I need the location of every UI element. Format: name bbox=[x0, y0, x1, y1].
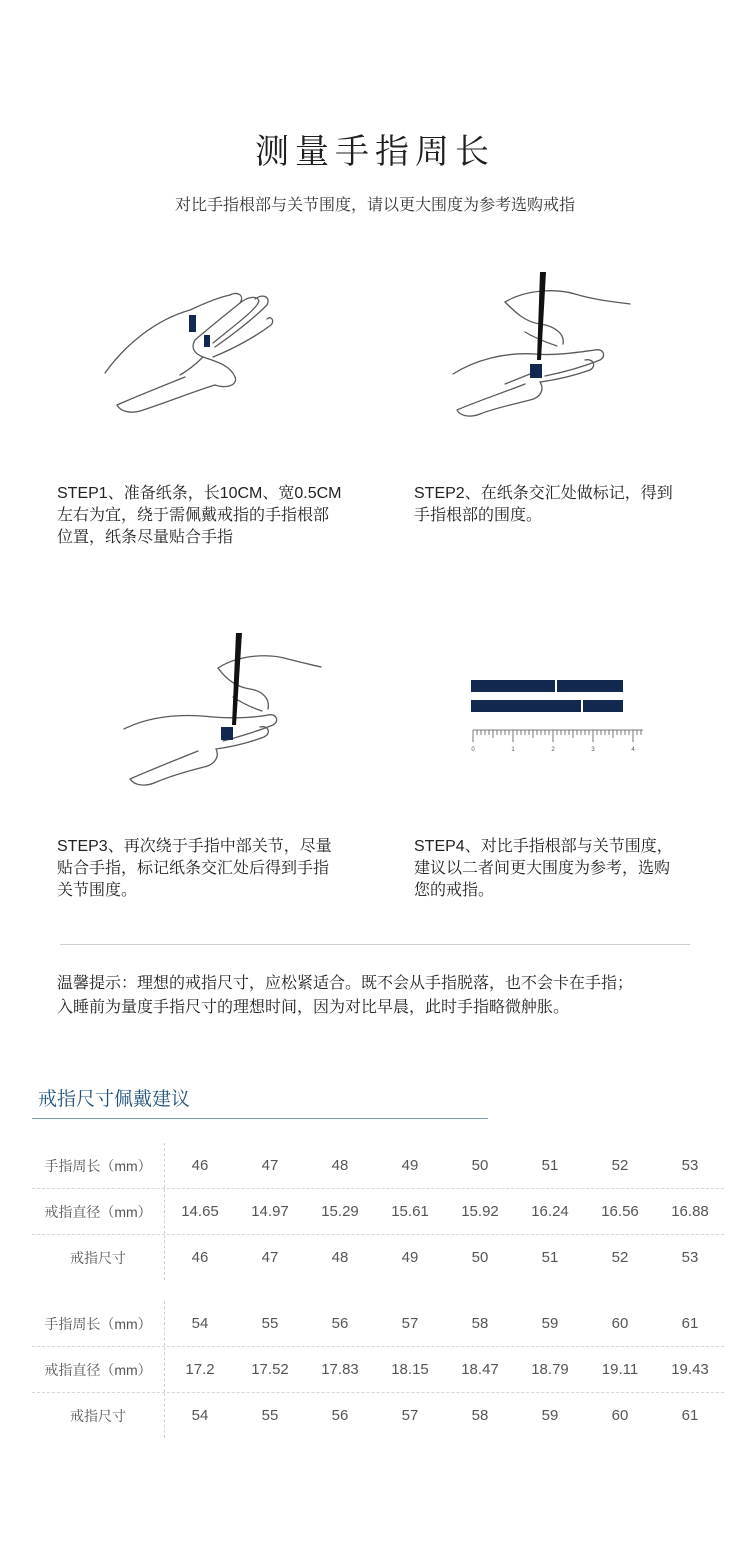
step2-text: STEP2、在纸条交汇处做标记，得到手指根部的围度。 bbox=[414, 485, 673, 524]
table-cell: 47 bbox=[261, 1157, 279, 1174]
row-label: 戒指尺寸 bbox=[32, 1393, 165, 1438]
table-cell: 49 bbox=[401, 1157, 419, 1174]
table-cell: 47 bbox=[261, 1249, 279, 1266]
step1-hand-illustration bbox=[95, 285, 285, 420]
ruler-label-0: 0 bbox=[471, 747, 475, 753]
step4-strip-ruler-illustration bbox=[465, 676, 655, 756]
ruler-label-1: 1 bbox=[511, 747, 515, 753]
row-label: 手指周长（mm） bbox=[32, 1143, 165, 1188]
step3-pen-marking-illustration bbox=[118, 633, 323, 793]
table-cell: 15.92 bbox=[461, 1203, 499, 1220]
table-cell: 57 bbox=[401, 1407, 419, 1424]
table-cell: 48 bbox=[331, 1249, 349, 1266]
table-cell: 52 bbox=[611, 1249, 629, 1266]
table-cell: 14.97 bbox=[251, 1203, 289, 1220]
table-row bbox=[32, 1235, 724, 1280]
table-cell: 18.79 bbox=[531, 1361, 569, 1378]
table-cell: 16.56 bbox=[601, 1203, 639, 1220]
table-row bbox=[32, 1189, 724, 1235]
table-cell: 60 bbox=[611, 1315, 629, 1332]
row-label: 手指周长（mm） bbox=[32, 1301, 165, 1346]
table-row bbox=[32, 1347, 724, 1393]
table-cell: 46 bbox=[191, 1157, 209, 1174]
table-cell: 59 bbox=[541, 1315, 559, 1332]
table-cell: 55 bbox=[261, 1407, 279, 1424]
row-label: 戒指直径（mm） bbox=[32, 1189, 165, 1234]
page-title: 测量手指周长 bbox=[255, 134, 495, 171]
size-table-2 bbox=[32, 1301, 724, 1438]
table-cell: 17.2 bbox=[185, 1361, 215, 1378]
table-cell: 51 bbox=[541, 1249, 559, 1266]
table-cell: 18.47 bbox=[461, 1361, 499, 1378]
table-cell: 57 bbox=[401, 1315, 419, 1332]
table-cell: 19.11 bbox=[601, 1361, 639, 1378]
table-cell: 55 bbox=[261, 1315, 279, 1332]
ruler-label-3: 3 bbox=[591, 747, 595, 753]
table-cell: 60 bbox=[611, 1407, 629, 1424]
table-cell: 50 bbox=[471, 1249, 489, 1266]
size-section-title: 戒指尺寸佩戴建议 bbox=[38, 1089, 191, 1110]
table-cell: 46 bbox=[191, 1249, 209, 1266]
table-cell: 50 bbox=[471, 1157, 489, 1174]
size-section-underline bbox=[32, 1118, 488, 1119]
table-cell: 19.43 bbox=[671, 1361, 709, 1378]
table-cell: 53 bbox=[681, 1249, 699, 1266]
table-cell: 59 bbox=[541, 1407, 559, 1424]
row-label: 戒指直径（mm） bbox=[32, 1347, 165, 1392]
tip-text bbox=[57, 972, 717, 1020]
table-cell: 18.15 bbox=[391, 1361, 429, 1378]
table-cell: 56 bbox=[331, 1407, 349, 1424]
table-cell: 52 bbox=[611, 1157, 629, 1174]
step2-pen-marking-illustration bbox=[445, 272, 635, 427]
tip-line-2: 入睡前为量度手指尺寸的理想时间，因为对比早晨，此时手指略微舯胀。 bbox=[57, 999, 570, 1016]
table-cell: 15.29 bbox=[321, 1203, 359, 1220]
table-row bbox=[32, 1143, 724, 1189]
table-cell: 56 bbox=[331, 1315, 349, 1332]
table-cell: 49 bbox=[401, 1249, 419, 1266]
table-cell: 53 bbox=[681, 1157, 699, 1174]
table-cell: 48 bbox=[331, 1157, 349, 1174]
table-cell: 61 bbox=[681, 1315, 699, 1332]
step3-text: STEP3、再次绕于手指中部关节，尽量贴合手指，标记纸条交汇处后得到手指关节围度。 bbox=[57, 838, 332, 899]
table-cell: 58 bbox=[471, 1407, 489, 1424]
table-cell: 17.83 bbox=[321, 1361, 359, 1378]
section-divider bbox=[60, 944, 690, 945]
row-label: 戒指尺寸 bbox=[32, 1235, 165, 1280]
tip-line-1: 温馨提示：理想的戒指尺寸，应松紧适合。既不会从手指脱落，也不会卡在手指； bbox=[57, 975, 634, 992]
table-row bbox=[32, 1393, 724, 1438]
table-cell: 16.24 bbox=[531, 1203, 569, 1220]
table-cell: 15.61 bbox=[391, 1203, 429, 1220]
page-subtitle: 对比手指根部与关节围度，请以更大围度为参考选购戒指 bbox=[174, 197, 575, 214]
table-cell: 54 bbox=[191, 1315, 209, 1332]
ruler-label-2: 2 bbox=[551, 747, 555, 753]
table-cell: 51 bbox=[541, 1157, 559, 1174]
ruler-label-4: 4 bbox=[631, 747, 635, 753]
table-cell: 14.65 bbox=[181, 1203, 219, 1220]
table-cell: 17.52 bbox=[251, 1361, 289, 1378]
step1-text: STEP1、准备纸条，长10CM、宽0.5CM左右为宜，绕于需佩戴戒指的手指根部位置，纸条尽量贴合手指 bbox=[57, 485, 342, 546]
table-cell: 16.88 bbox=[671, 1203, 709, 1220]
table-cell: 58 bbox=[471, 1315, 489, 1332]
step4-text: STEP4、对比手指根部与关节围度，建议以二者间更大围度为参考，选购您的戒指。 bbox=[414, 838, 673, 899]
table-cell: 54 bbox=[191, 1407, 209, 1424]
size-table-1 bbox=[32, 1143, 724, 1280]
table-cell: 61 bbox=[681, 1407, 699, 1424]
table-row bbox=[32, 1301, 724, 1347]
